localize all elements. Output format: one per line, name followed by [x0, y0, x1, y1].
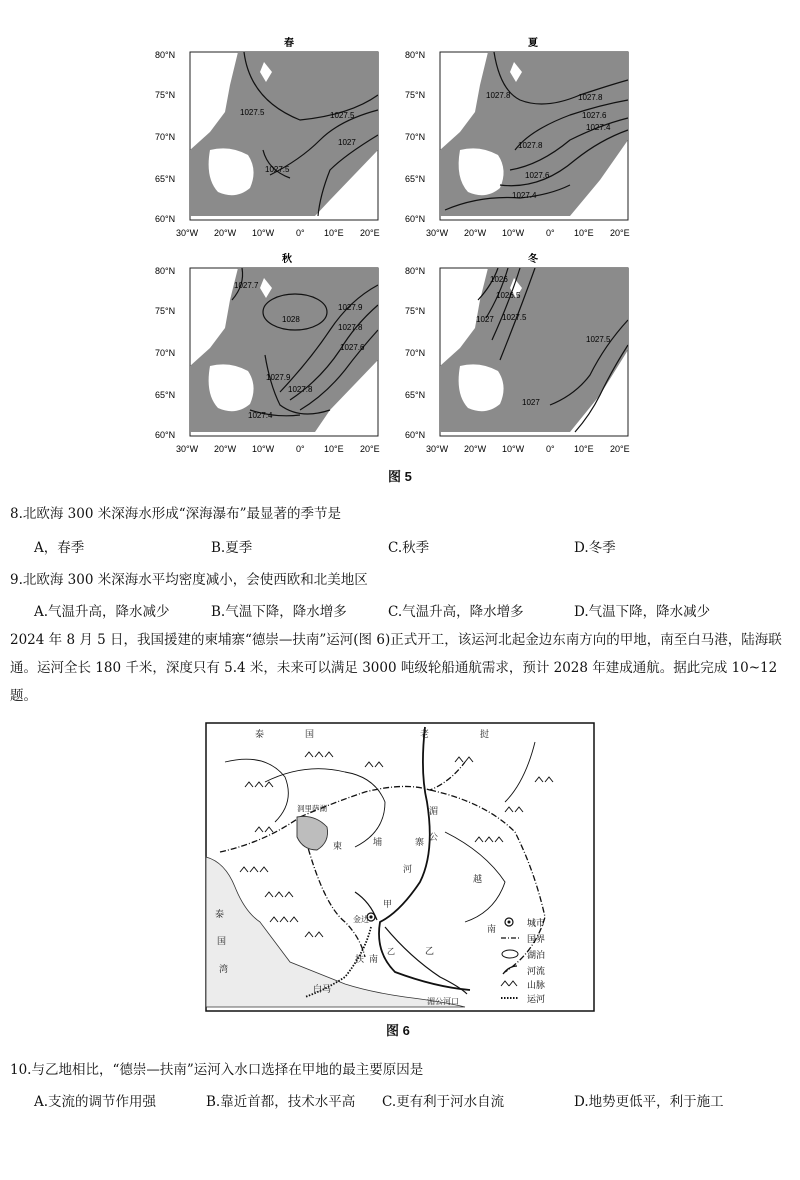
- lon-label: 30°W: [176, 228, 199, 238]
- figure-6-caption: 图 6: [386, 1023, 410, 1038]
- lat-label: 65°N: [155, 174, 176, 184]
- contour-label: 1027.7: [234, 281, 259, 290]
- panel-summer: [405, 36, 630, 238]
- map-label: 乙: [425, 946, 435, 956]
- question-9-stem: 9.北欧海 300 米深海水平均密度减小，会使西欧和北美地区: [10, 572, 368, 588]
- lon-label: 10°W: [252, 444, 275, 454]
- lon-label: 10°E: [324, 444, 344, 454]
- legend-label: 河流: [527, 966, 546, 976]
- lon-label: 0°: [546, 444, 555, 454]
- map-label: 老: [420, 729, 430, 739]
- lat-label: 60°N: [155, 214, 176, 224]
- contour-label: 1027.4: [586, 123, 611, 132]
- lon-label: 10°W: [252, 228, 275, 238]
- lon-label: 20°E: [360, 228, 380, 238]
- map-label: 湄: [429, 806, 439, 816]
- legend-label: 山脉: [527, 980, 546, 990]
- map-label: 埔: [373, 837, 383, 847]
- map-label: 国: [305, 729, 315, 739]
- contour-label: 1027.4: [248, 411, 273, 420]
- map-label: 越: [473, 874, 483, 884]
- map-label: 金边: [353, 915, 369, 924]
- map-label: 泰: [255, 729, 265, 739]
- lon-label: 20°E: [610, 444, 630, 454]
- lat-label: 75°N: [155, 306, 176, 316]
- season-title: 冬: [528, 254, 538, 265]
- lon-label: 30°W: [426, 228, 449, 238]
- contour-label: 1027.8: [288, 385, 313, 394]
- lat-label: 65°N: [405, 390, 426, 400]
- season-title: 秋: [282, 254, 292, 265]
- contour-label: 1027.6: [582, 111, 607, 120]
- question-9-option-d: D.气温下降，降水减少: [574, 604, 711, 620]
- lon-label: 30°W: [176, 444, 199, 454]
- lat-label: 70°N: [405, 348, 426, 358]
- season-title: 春: [284, 38, 294, 49]
- map-label: 公: [429, 832, 439, 842]
- lat-label: 75°N: [405, 90, 426, 100]
- map-label: 柬: [333, 841, 343, 851]
- lat-label: 65°N: [155, 390, 176, 400]
- contour-label: 1027.9: [266, 373, 291, 382]
- contour-label: 1027.5: [502, 313, 527, 322]
- contour-label: 1027.5: [330, 111, 355, 120]
- contour-label: 1028: [282, 315, 300, 324]
- lat-label: 60°N: [405, 430, 426, 440]
- legend-label: 国界: [527, 934, 546, 944]
- lon-label: 20°E: [610, 228, 630, 238]
- lat-label: 70°N: [155, 348, 176, 358]
- panel-autumn: [155, 252, 380, 454]
- lat-label: 60°N: [405, 214, 426, 224]
- lon-label: 20°W: [214, 228, 237, 238]
- passage-text: 2024 年 8 月 5 日，我国援建的柬埔寨“德崇—扶南”运河(图 6)正式开工，该运河北起金边东南方向的甲地，南至白马港，陆海联通。运河全长 180 千米，深度只有 5.4 米，未来可以满足 3000 吨级轮船通航需求，预计 2028 年建成通航。据此完成 10~12 题。: [10, 632, 782, 704]
- map-label: 甲: [383, 899, 393, 909]
- lat-label: 80°N: [155, 266, 176, 276]
- contour-label: 1027.5: [586, 335, 611, 344]
- lon-label: 10°W: [502, 228, 525, 238]
- lat-label: 75°N: [405, 306, 426, 316]
- map-label: 洞里萨湖: [297, 804, 327, 813]
- contour-label: 1027.8: [518, 141, 543, 150]
- question-10-option-c: C.更有利于河水自流: [382, 1094, 505, 1110]
- question-8-option-b: B.夏季: [211, 540, 253, 556]
- question-8-option-c: C.秋季: [388, 540, 430, 556]
- contour-label: 1027.4: [512, 191, 537, 200]
- question-8-option-d: D.冬季: [574, 540, 616, 556]
- map-label: 扶: [355, 954, 365, 964]
- panel-winter: [405, 252, 630, 454]
- lon-label: 20°E: [360, 444, 380, 454]
- figure-5-caption: 图 5: [388, 469, 412, 484]
- lon-label: 30°W: [426, 444, 449, 454]
- contour-label: 1027.6: [525, 171, 550, 180]
- map-label: 湾: [219, 964, 229, 974]
- lat-label: 65°N: [405, 174, 426, 184]
- contour-label: 1027.8: [486, 91, 511, 100]
- contour-label: 1027.5: [265, 165, 290, 174]
- map-label: 乙: [387, 947, 395, 956]
- question-8-option-a: A，春季: [34, 540, 85, 556]
- contour-label: 1027.5: [240, 108, 265, 117]
- map-label: 湄公河口: [427, 997, 459, 1006]
- map-label: 寨: [415, 837, 425, 847]
- map-label: 泰: [215, 909, 225, 919]
- lat-label: 80°N: [405, 50, 426, 60]
- lat-label: 70°N: [155, 132, 176, 142]
- figure-6-map: [205, 722, 595, 1012]
- contour-label: 1027.9: [338, 303, 363, 312]
- figure-5: [150, 30, 660, 500]
- contour-label: 1026.5: [496, 291, 521, 300]
- lon-label: 10°E: [574, 228, 594, 238]
- season-title: 夏: [528, 38, 538, 49]
- question-10-option-a: A.支流的调节作用强: [34, 1094, 157, 1110]
- map-label: 白马: [313, 984, 332, 994]
- lat-label: 70°N: [405, 132, 426, 142]
- legend-label: 湖泊: [527, 950, 546, 960]
- contour-label: 1027.6: [340, 343, 365, 352]
- map-label: 河: [403, 864, 413, 874]
- lon-label: 0°: [296, 444, 305, 454]
- contour-label: 1026: [490, 275, 508, 284]
- lon-label: 20°W: [214, 444, 237, 454]
- lon-label: 10°E: [574, 444, 594, 454]
- lon-label: 20°W: [464, 228, 487, 238]
- question-10-option-b: B.靠近首都，技术水平高: [206, 1094, 356, 1110]
- lat-label: 75°N: [155, 90, 176, 100]
- panel-spring: [155, 36, 380, 238]
- lat-label: 80°N: [405, 266, 426, 276]
- legend-label: 城市: [527, 918, 546, 928]
- question-8-stem: 8.北欧海 300 米深海水形成“深海瀑布”最显著的季节是: [10, 506, 342, 522]
- map-label: 国: [217, 936, 227, 946]
- legend-label: 运河: [527, 994, 546, 1004]
- lon-label: 20°W: [464, 444, 487, 454]
- contour-label: 1027.8: [338, 323, 363, 332]
- lon-label: 0°: [546, 228, 555, 238]
- lat-label: 60°N: [155, 430, 176, 440]
- contour-label: 1027: [522, 398, 540, 407]
- question-9-option-a: A.气温升高，降水减少: [34, 604, 170, 620]
- contour-label: 1027: [338, 138, 356, 147]
- lon-label: 0°: [296, 228, 305, 238]
- question-9-option-c: C.气温升高，降水增多: [388, 604, 524, 620]
- contour-label: 1027: [476, 315, 494, 324]
- contour-label: 1027.8: [578, 93, 603, 102]
- map-label: 挝: [480, 729, 490, 739]
- lon-label: 10°E: [324, 228, 344, 238]
- question-9-option-b: B.气温下降，降水增多: [211, 604, 347, 620]
- lat-label: 80°N: [155, 50, 176, 60]
- map-label: 南: [487, 924, 497, 934]
- lon-label: 10°W: [502, 444, 525, 454]
- question-10-stem: 10.与乙地相比，“德崇—扶南”运河入水口选择在甲地的最主要原因是: [10, 1062, 424, 1078]
- question-10-option-d: D.地势更低平，利于施工: [574, 1094, 724, 1110]
- map-label: 南: [369, 954, 379, 964]
